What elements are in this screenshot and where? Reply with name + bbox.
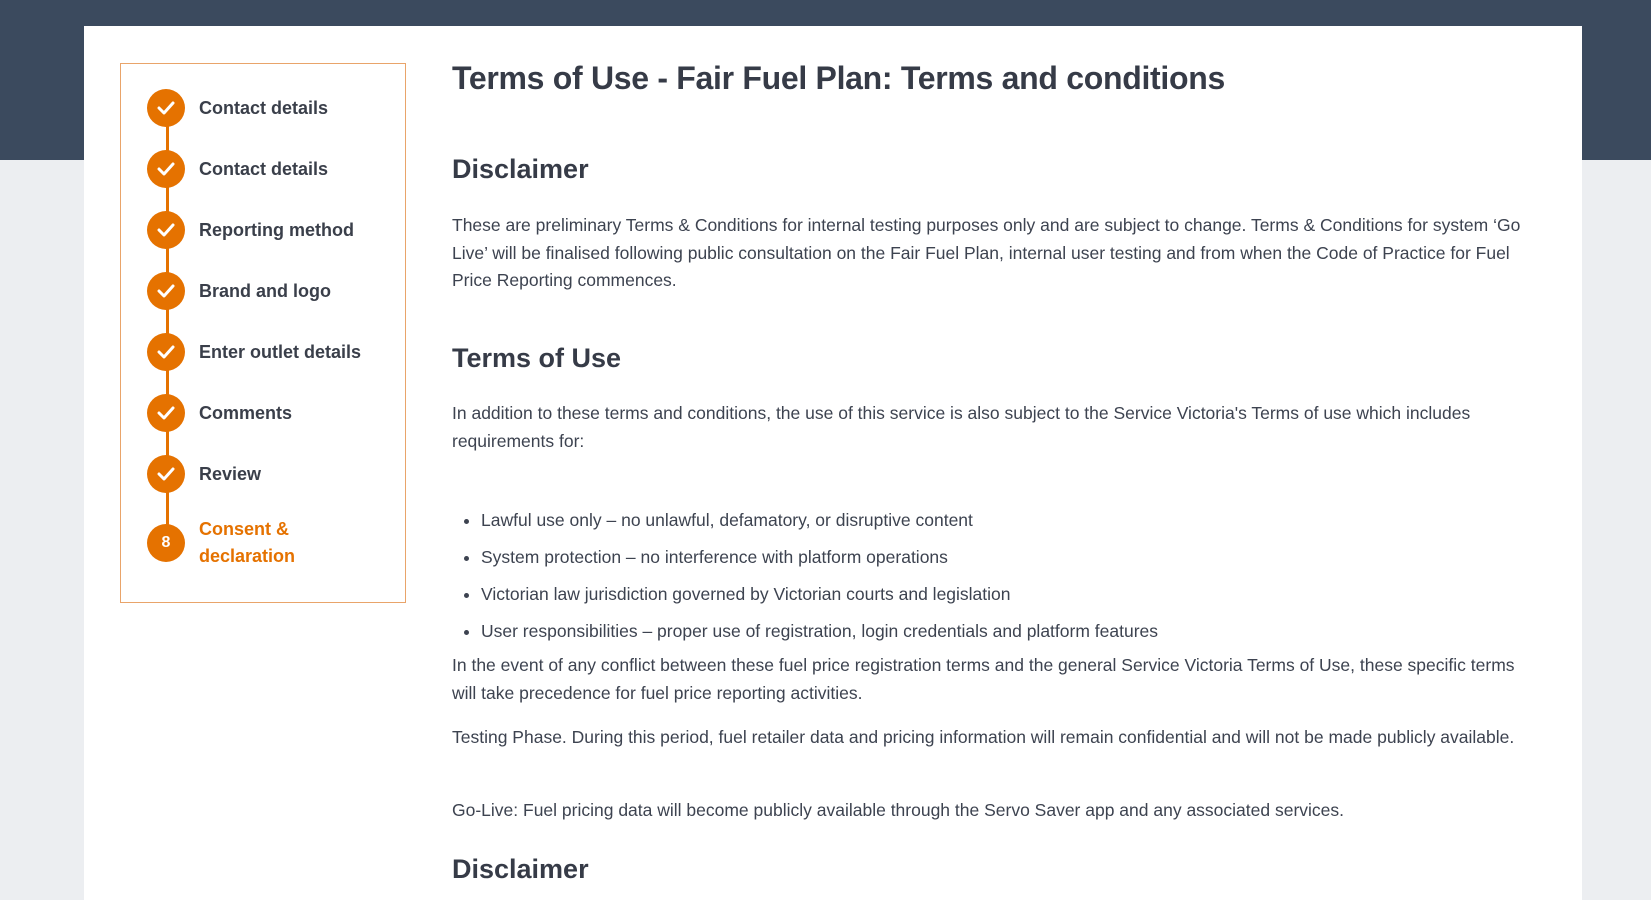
terms-intro-text: In addition to these terms and conditions, the use of this service is also subject to the Service Victoria's Terms of use which includes requirements for: — [452, 403, 1471, 451]
check-icon — [147, 394, 185, 432]
check-icon — [147, 211, 185, 249]
step-label: Enter outlet details — [199, 341, 362, 362]
step-label: Brand and logo — [199, 280, 331, 301]
step-label: Contact details — [199, 97, 329, 118]
bullet-icon — [464, 519, 469, 524]
terms-requirements-list — [452, 507, 1158, 655]
check-icon — [147, 150, 185, 188]
step-label: Comments — [199, 402, 293, 423]
step-comments[interactable] — [147, 394, 397, 432]
step-review[interactable] — [147, 455, 397, 493]
step-label: Review — [199, 463, 262, 484]
step-enter-outlet-details[interactable] — [147, 333, 397, 371]
list-item — [452, 544, 1158, 581]
list-item-text: System protection – no interference with platform operations — [481, 547, 948, 567]
check-icon — [147, 455, 185, 493]
list-item — [452, 581, 1158, 618]
check-icon — [147, 333, 185, 371]
terms-of-use-heading: Terms of Use — [452, 343, 622, 373]
conflict-text: In the event of any conflict between these fuel price registration terms and the general Service Victoria Terms of Use, these specific terms will take precedence for fuel price reporting activities. — [452, 655, 1515, 703]
list-item-text: Victorian law jurisdiction governed by Victorian courts and legislation — [481, 584, 1011, 604]
step-contact-details-2[interactable] — [147, 150, 397, 188]
step-brand-and-logo[interactable] — [147, 272, 397, 310]
page-title: Terms of Use - Fair Fuel Plan: Terms and conditions — [452, 60, 1225, 96]
step-label: Contact details — [199, 158, 329, 179]
progress-stepper — [120, 63, 406, 603]
list-item-text: Lawful use only – no unlawful, defamatory, or disruptive content — [481, 510, 973, 530]
list-item — [452, 507, 1158, 544]
disclaimer-text: These are preliminary Terms & Conditions for internal testing purposes only and are subject to change. Terms & Conditions for system ‘Go Live’ will be finalised following public consultation on the Fair Fuel Plan, internal user testing and from when the Code of Practice for Fuel Price Reporting commences. — [452, 215, 1521, 290]
check-icon — [147, 89, 185, 127]
disclaimer-heading-2: Disclaimer — [452, 854, 589, 884]
step-label: Reporting method — [199, 219, 354, 240]
bullet-icon — [464, 630, 469, 635]
list-item-text: User responsibilities – proper use of registration, login credentials and platform features — [481, 621, 1159, 641]
go-live-text: Go-Live: Fuel pricing data will become publicly available through the Servo Saver app and any associated services. — [452, 800, 1345, 820]
step-reporting-method[interactable] — [147, 211, 397, 249]
testing-phase-text: Testing Phase. During this period, fuel retailer data and pricing information will remain confidential and will not be made publicly available. — [452, 727, 1515, 747]
check-icon — [147, 272, 185, 310]
step-consent-and-declaration[interactable] — [147, 516, 397, 570]
step-label: Consent & declaration — [199, 519, 296, 566]
disclaimer-heading: Disclaimer — [452, 154, 589, 184]
list-item — [452, 618, 1158, 655]
bullet-icon — [464, 593, 469, 598]
bullet-icon — [464, 556, 469, 561]
main-card — [84, 26, 1582, 900]
step-number-badge: 8 — [147, 524, 185, 562]
step-contact-details-1[interactable] — [147, 89, 397, 127]
